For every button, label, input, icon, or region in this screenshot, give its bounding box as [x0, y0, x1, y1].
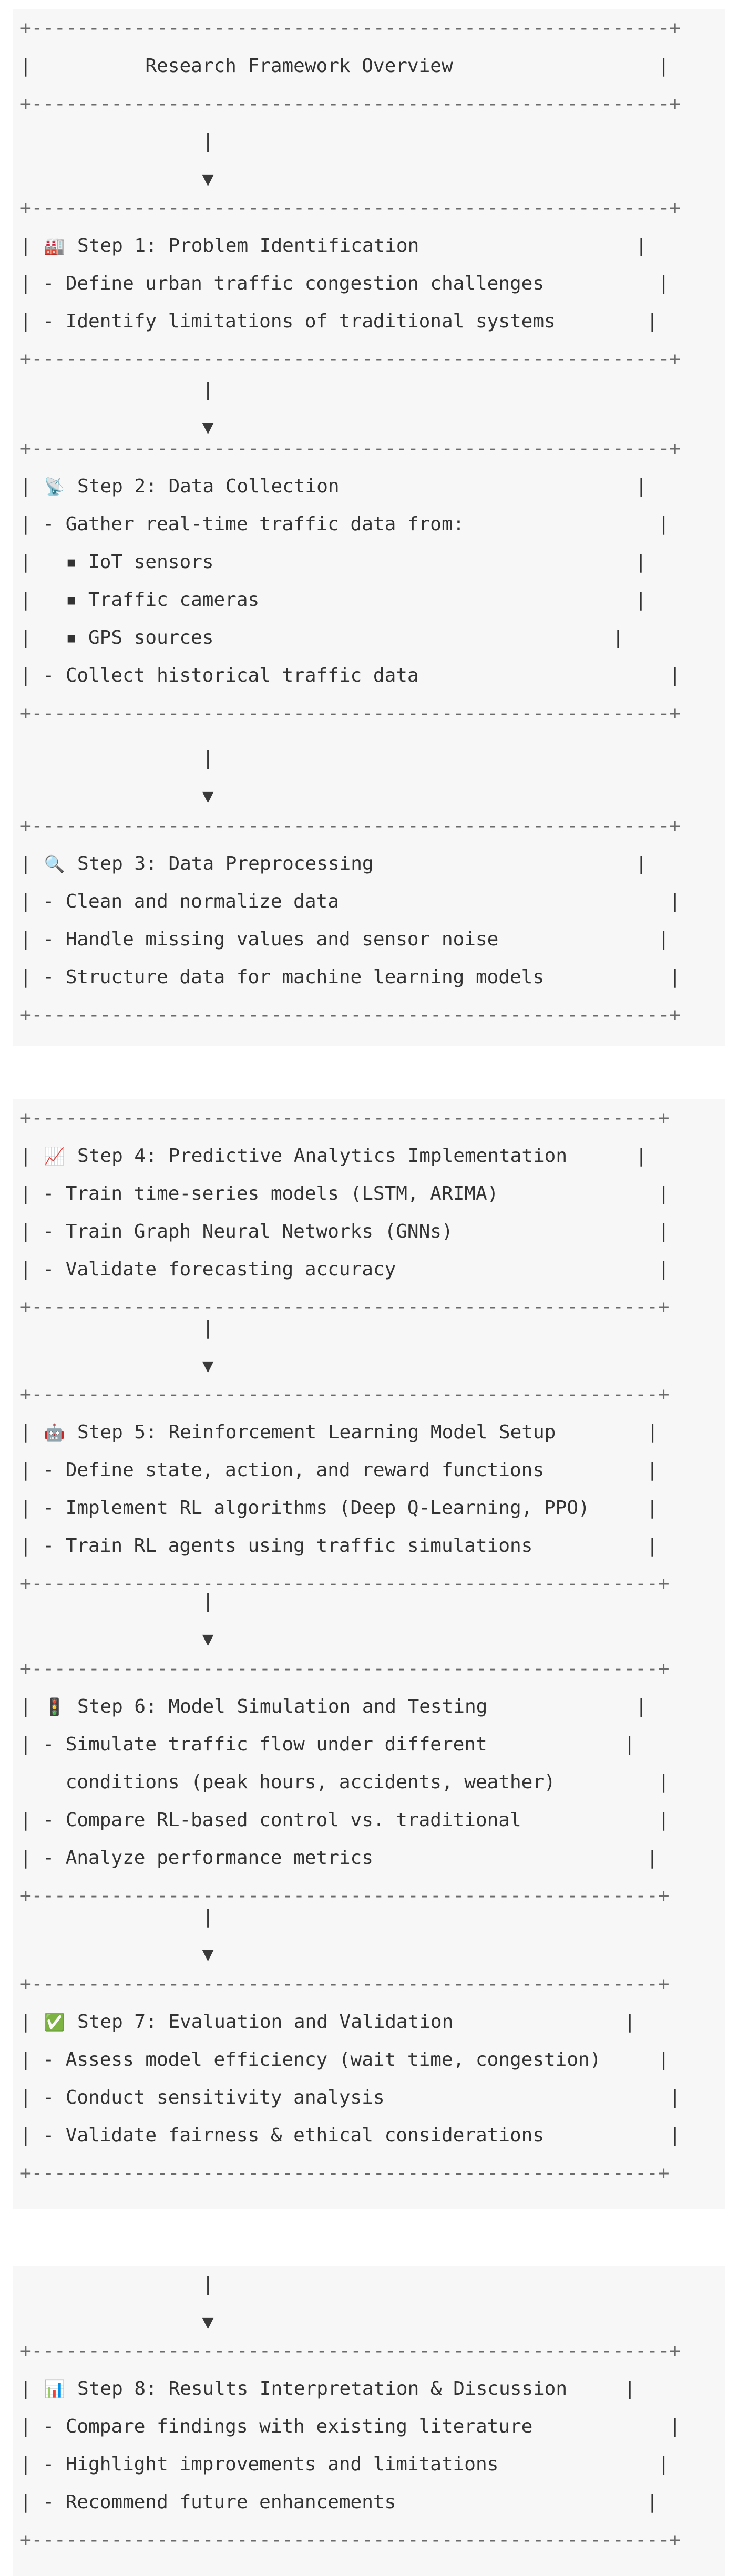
- connector-4: [20, 1583, 213, 1658]
- connector-arrow-icon: ▼: [202, 417, 214, 438]
- step-heading: Step 8: Results Interpretation & Discussion: [77, 2378, 568, 2399]
- step-heading-row: | 🚦 Step 6: Model Simulation and Testing |: [20, 1688, 669, 1726]
- step-line: | - Collect historical traffic data |: [20, 665, 681, 686]
- step-heading: Step 6: Model Simulation and Testing: [77, 1696, 488, 1717]
- step-line: | - Analyze performance metrics |: [20, 1847, 658, 1869]
- box-border-bottom: +--------------------------------------------------------+: [20, 1004, 681, 1026]
- step-heading: Step 3: Data Preprocessing: [77, 853, 374, 874]
- connector-bar: |: [202, 1317, 214, 1339]
- traffic-light-icon: 🚦: [44, 1697, 65, 1717]
- step-line: | - Identify limitations of traditional systems |: [20, 311, 658, 332]
- step-line: | - Implement RL algorithms (Deep Q-Learning, PPO) |: [20, 1497, 658, 1519]
- step-heading: Step 5: Reinforcement Learning Model Setup: [77, 1421, 556, 1443]
- box-border-bottom: +-------------------------------------------------------+: [20, 1296, 670, 1318]
- bar-chart-icon: 📊: [44, 2379, 65, 2399]
- connector-bar: |: [202, 131, 214, 152]
- connector-bar: |: [202, 2274, 214, 2295]
- step-heading-row: | 📡 Step 2: Data Collection |: [20, 468, 681, 506]
- step-box-6: [20, 1650, 669, 1915]
- box-border-bottom: +-------------------------------------------------------+: [20, 1885, 670, 1907]
- box-border-top: +-------------------------------------------------------+: [20, 1107, 670, 1129]
- box-border-bottom: +--------------------------------------------------------+: [20, 703, 681, 724]
- step-line: | - Simulate traffic flow under different |: [20, 1734, 636, 1755]
- connector-arrow-icon: ▼: [202, 169, 214, 190]
- step-line: | - Define urban traffic congestion challenges |: [20, 273, 670, 294]
- check-mark-icon: ✅: [44, 2012, 65, 2032]
- box-border-top: +-------------------------------------------------------+: [20, 1384, 670, 1405]
- connector-arrow-icon: ▼: [202, 786, 214, 807]
- step-heading-row: | ✅ Step 7: Evaluation and Validation |: [20, 2003, 681, 2041]
- step-heading-row: | 🤖 Step 5: Reinforcement Learning Model Setup |: [20, 1414, 669, 1451]
- connector-bar: |: [202, 379, 214, 400]
- step-box-3: [20, 807, 681, 1034]
- step-line: | - Compare RL-based control vs. traditional |: [20, 1809, 670, 1831]
- step-line: | - Clean and normalize data |: [20, 891, 681, 912]
- connector-bar: |: [202, 748, 214, 769]
- step-line: conditions (peak hours, accidents, weather) |: [43, 1771, 670, 1793]
- step-heading: Step 1: Problem Identification: [77, 235, 419, 256]
- step-line: | - Assess model efficiency (wait time, congestion) |: [20, 2049, 670, 2070]
- box-border-bottom: +-------------------------------------------------------+: [20, 2162, 670, 2184]
- connector-bar: |: [202, 1591, 214, 1612]
- box-border-top: +--------------------------------------------------------+: [20, 17, 681, 39]
- factory-icon: 🏭: [44, 236, 65, 256]
- connector-arrow-icon: ▼: [202, 1629, 214, 1650]
- box-border-top: +-------------------------------------------------------+: [20, 1973, 670, 1995]
- step-heading: Step 7: Evaluation and Validation: [77, 2011, 454, 2033]
- step-box-4: [20, 1099, 669, 1326]
- step-line: | - Define state, action, and reward functions |: [20, 1459, 658, 1481]
- box-border-bottom: +--------------------------------------------------------+: [20, 2529, 681, 2551]
- step-box-7: [20, 1965, 681, 2192]
- robot-icon: 🤖: [44, 1423, 65, 1442]
- connector-arrow-icon: ▼: [202, 1944, 214, 1965]
- box-border-bottom: +--------------------------------------------------------+: [20, 93, 681, 115]
- step-line: | - Train RL agents using traffic simulations |: [20, 1535, 658, 1557]
- connector-3: [20, 1310, 213, 1385]
- framework-title: Research Framework Overview: [145, 55, 453, 77]
- connector-arrow-icon: ▼: [202, 2312, 214, 2333]
- step-line: | ▪ IoT sensors |: [20, 551, 647, 573]
- step-heading-row: | 📊 Step 8: Results Interpretation & Discussion |: [20, 2370, 681, 2408]
- step-heading-row: | 📈 Step 4: Predictive Analytics Implementation |: [20, 1137, 669, 1175]
- chart-up-icon: 📈: [44, 1146, 65, 1166]
- step-box-5: [20, 1376, 669, 1603]
- box-border-top: +--------------------------------------------------------+: [20, 2340, 681, 2362]
- step-heading-row: | 🔍 Step 3: Data Preprocessing |: [20, 845, 681, 883]
- connector-5: [20, 1898, 213, 1974]
- step-line: | - Recommend future enhancements |: [20, 2491, 658, 2513]
- box-border-top: +--------------------------------------------------------+: [20, 197, 681, 219]
- step-box-1: [20, 189, 681, 378]
- box-border-top: +--------------------------------------------------------+: [20, 438, 681, 459]
- step-line: | - Structure data for machine learning models |: [20, 966, 681, 988]
- step-heading: Step 4: Predictive Analytics Implementation: [77, 1145, 568, 1167]
- framework-panel-1: [13, 9, 725, 1046]
- step-line: | - Validate fairness & ethical considerations |: [20, 2125, 681, 2146]
- satellite-icon: 📡: [44, 477, 65, 497]
- title-box: [20, 9, 681, 123]
- framework-panel-3: [13, 2266, 725, 2576]
- box-border-bottom: +-------------------------------------------------------+: [20, 1573, 670, 1594]
- connector-6: [20, 2266, 213, 2342]
- step-line: | - Train Graph Neural Networks (GNNs) |: [20, 1221, 670, 1242]
- framework-panel-2: [13, 1099, 725, 2209]
- step-line: | - Train time-series models (LSTM, ARIMA) |: [20, 1183, 670, 1204]
- step-heading: Step 2: Data Collection: [77, 476, 340, 497]
- step-line: | - Conduct sensitivity analysis |: [20, 2087, 681, 2108]
- connector-bar: |: [202, 1906, 214, 1928]
- box-border-bottom: +--------------------------------------------------------+: [20, 348, 681, 370]
- magnifier-icon: 🔍: [44, 854, 65, 874]
- step-line: | - Highlight improvements and limitations |: [20, 2454, 670, 2475]
- box-border-top: +-------------------------------------------------------+: [20, 1658, 670, 1679]
- step-heading-row: | 🏭 Step 1: Problem Identification |: [20, 227, 681, 265]
- step-line: | - Compare findings with existing literature |: [20, 2416, 681, 2437]
- title-row: | Research Framework Overview |: [20, 55, 670, 77]
- connector-arrow-icon: ▼: [202, 1355, 214, 1377]
- box-border-top: +--------------------------------------------------------+: [20, 815, 681, 837]
- connector-2: [20, 740, 213, 816]
- step-line: | - Validate forecasting accuracy |: [20, 1259, 670, 1280]
- step-box-2: [20, 430, 681, 733]
- step-line: | ▪ GPS sources |: [20, 627, 624, 648]
- step-line: | ▪ Traffic cameras |: [20, 589, 647, 611]
- step-line: | - Handle missing values and sensor noise |: [20, 929, 670, 950]
- step-box-8: [20, 2332, 681, 2559]
- step-line: | - Gather real-time traffic data from: |: [20, 513, 670, 535]
